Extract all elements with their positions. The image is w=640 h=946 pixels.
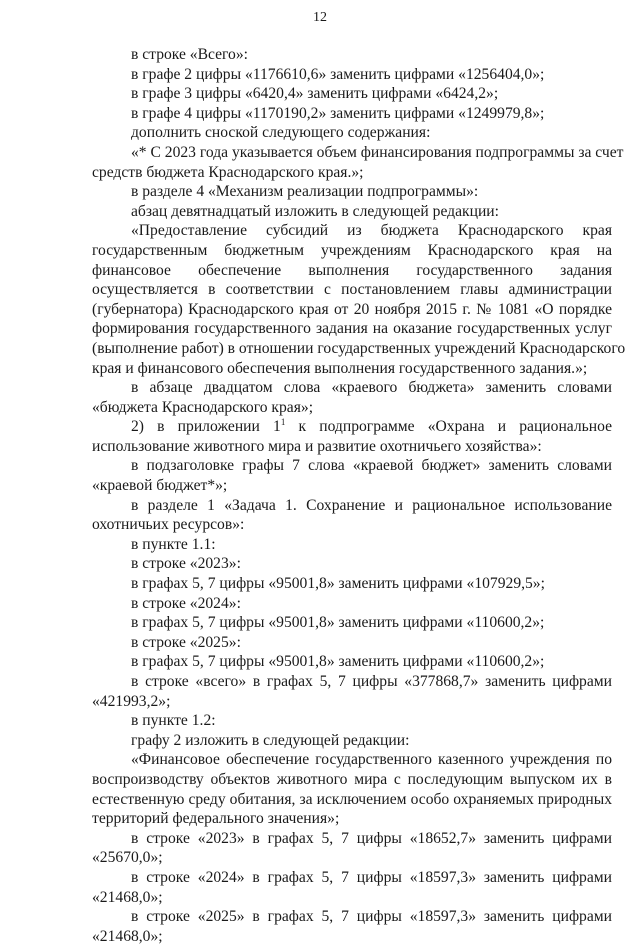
- text-line: осуществляется в соответствии с постановлением главы администрации: [92, 281, 612, 299]
- text-line: в строке «2025» в графах 5, 7 цифры «18597,3» заменить цифрами: [131, 908, 612, 926]
- text-line: «Предоставление субсидий из бюджета Краснодарского края: [131, 222, 612, 240]
- text-line: в строке «2025»:: [131, 633, 241, 651]
- text-line: 2) в приложении $1^1$ к подпрограмме «Охрана и рациональное: [131, 417, 612, 436]
- text-line: «краевой бюджет*»;: [92, 477, 228, 495]
- text-line: финансовое обеспечение выполнения государственного задания: [92, 261, 612, 279]
- text-line: в строке «всего» в графах 5, 7 цифры «377868,7» заменить цифрами: [131, 673, 612, 690]
- text-line: в графе 2 цифры «1176610,6» заменить цифрами «1256404,0»;: [131, 65, 545, 83]
- text-line: в строке «2024» в графах 5, 7 цифры «18597,3» заменить цифрами: [131, 868, 612, 886]
- text-line: воспроизводству объектов животного мира с последующим выпуском их в: [92, 770, 612, 788]
- text-line: в абзаце двадцатом слова «краевого бюджета» заменить словами: [131, 379, 612, 397]
- text-line: дополнить сноской следующего содержания:: [131, 124, 431, 142]
- text-line: в строке «2023» в графах 5, 7 цифры «18652,7» заменить цифрами: [131, 829, 612, 847]
- text-line: формирования государственного задания на оказание государственных услуг: [92, 320, 612, 338]
- text-line: «бюджета Краснодарского края»;: [92, 398, 314, 416]
- text-line: территорий федерального значения»;: [92, 810, 340, 828]
- page-number: 12: [313, 10, 327, 25]
- text-line: «25670,0»;: [92, 849, 163, 867]
- text-line: в графах 5, 7 цифры «95001,8» заменить цифрами «110600,2»;: [131, 614, 545, 632]
- text-line: графу 2 изложить в следующей редакции:: [131, 731, 410, 749]
- text-line: в подзаголовке графы 7 слова «краевой бюджет» заменить словами: [131, 457, 612, 475]
- document-body: [92, 45, 626, 946]
- text-line: «21468,0»;: [92, 888, 163, 906]
- text-line: государственным бюджетным учреждениям Краснодарского края на: [92, 241, 612, 259]
- text-line: в строке «2023»:: [131, 555, 241, 573]
- text-line: использование животного мира и развитие охотничьего хозяйства»:: [92, 437, 542, 455]
- text-line: в пункте 1.2:: [131, 712, 216, 730]
- text-line: в пункте 1.1:: [131, 535, 216, 553]
- text-line: «21468,0»;: [92, 927, 163, 945]
- text-line: (губернатора) Краснодарского края от 20 ноября 2015 г. № 1081 «О порядке: [92, 300, 612, 318]
- text-line: в разделе 1 «Задача 1. Сохранение и рациональное использование: [131, 496, 612, 514]
- text-line: края и финансового обеспечения выполнения государственного задания.»;: [92, 359, 588, 377]
- text-line: «421993,2»;: [92, 692, 171, 710]
- text-line: «Финансовое обеспечение государственного казенного учреждения по: [131, 751, 612, 769]
- text-line: в графе 3 цифры «6420,4» заменить цифрами «6424,2»;: [131, 85, 499, 103]
- text-line: в строке «Всего»:: [131, 46, 248, 63]
- text-line: «* С 2023 года указывается объем финансирования подпрограммы за счет: [131, 143, 624, 161]
- text-line: средств бюджета Краснодарского края.»;: [92, 163, 364, 181]
- text-line: (выполнение работ) в отношении государственных учреждений Краснодарского: [92, 339, 626, 357]
- superscript-one: 1: [280, 417, 286, 428]
- text-line: естественную среду обитания, за исключением особо охраняемых природных: [92, 790, 612, 808]
- text-line: в графах 5, 7 цифры «95001,8» заменить цифрами «110600,2»;: [131, 653, 545, 671]
- text-line: в строке «2024»:: [131, 594, 241, 612]
- text-line: в графах 5, 7 цифры «95001,8» заменить цифрами «107929,5»;: [131, 575, 545, 593]
- text-line: охотничьих ресурсов»:: [92, 516, 245, 534]
- text-line: абзац девятнадцатый изложить в следующей редакции:: [131, 202, 499, 220]
- text-line: в разделе 4 «Механизм реализации подпрограммы»:: [131, 183, 479, 201]
- text-line: в графе 4 цифры «1170190,2» заменить цифрами «1249979,8»;: [131, 104, 545, 122]
